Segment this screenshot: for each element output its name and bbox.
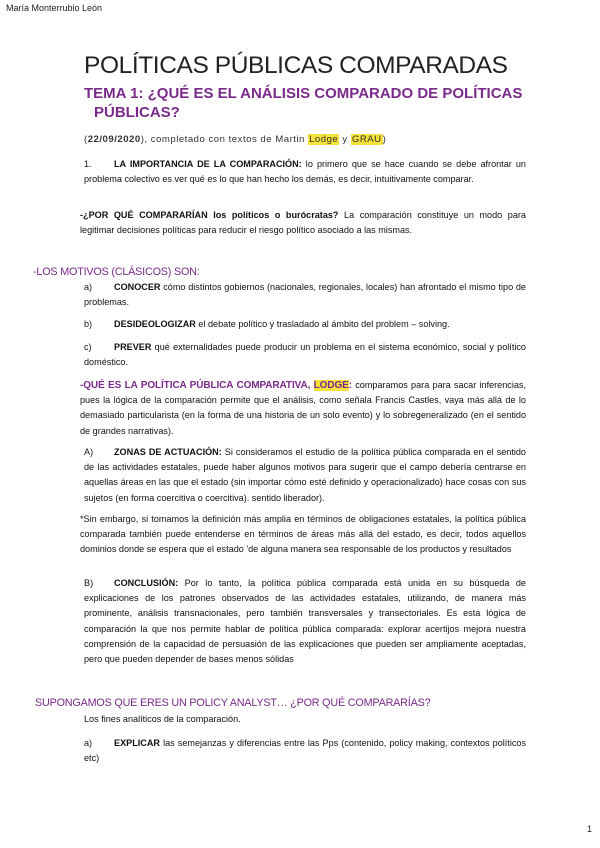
list-marker: A) bbox=[84, 447, 94, 457]
paragraph-text: Por lo tanto, la política pública comparada está unida en su búsqueda de explicaciones de los patrones observados de las actividades estatales, utilizando, de manera más prominente, análisis transnacionales, pero también transversales y transectoriales. Es esta lógica de comparación la que nos permite hablar de política pública comparada: explorar acertijos mejora nuestra comprensión de la capacidad de persuasión de las explicaciones que pueden ser ampliamente aceptadas, pero que pueden depender de bases menos sólidas bbox=[84, 578, 526, 665]
paragraph-text: qué externalidades puede producir un problema en el sistema económico, social y político doméstico. bbox=[84, 342, 526, 368]
definition-colon: : bbox=[348, 380, 352, 391]
motive-conocer bbox=[84, 280, 526, 310]
paragraph-text: cómo distintos gobiernos (nacionales, regionales, locales) han afrontado el mismo tipo de problemas. bbox=[84, 282, 526, 308]
paragraph-text: comparamos para para sacar inferencias, pues la lógica de la comparación permite que el análisis, como señala Francis Castles, vaya más allá de lo demasiado particularista (en la forma de una historia de un solo evento) y lo sobregeneralizado (en el sentido de grandes narrativas). bbox=[80, 380, 526, 436]
bold-lead: PREVER bbox=[114, 342, 152, 352]
topic-heading-line1: TEMA 1: ¿QUÉ ES EL ANÁLISIS COMPARADO DE POLÍTICAS bbox=[84, 85, 523, 102]
lodge-highlight: LODGE bbox=[313, 380, 349, 391]
list-marker: b) bbox=[84, 319, 93, 329]
author-header: María Monterrubio León bbox=[6, 3, 103, 13]
paragraph-text: las semejanzas y diferencias entre las Pps (contenido, policy making, contextos políticos etc) bbox=[84, 738, 526, 764]
page-number: 1 bbox=[586, 824, 592, 834]
bold-lead: DESIDEOLOGIZAR bbox=[114, 319, 196, 329]
paragraph-text: La comparación constituye un modo para legitimar decisiones políticas para reducir el riesgo político asociado a las mismas. bbox=[80, 210, 526, 236]
bold-lead: CONOCER bbox=[114, 282, 161, 292]
paragraph-note: *Sin embargo, si tomamos la definición más amplia en términos de obligaciones estatales, la política pública comparada también puede entenderse en términos de áreas más allá del estado, es decir, todos aquellos dominios donde se espera que el estado 'de alguna manera sea responsable de los productos y resultados bbox=[80, 514, 526, 555]
bold-lead: CONCLUSIÓN: bbox=[114, 578, 179, 588]
paragraph-text: el debate político y trasladado al ámbito del problem – solving. bbox=[195, 319, 450, 329]
paragraph-why-compare bbox=[80, 208, 526, 238]
paragraph-importance bbox=[84, 157, 526, 187]
author-grau-highlight: GRAU bbox=[351, 134, 382, 145]
topic-heading bbox=[84, 84, 526, 122]
list-marker: c) bbox=[84, 342, 92, 352]
author-lodge-highlight: Lodge bbox=[309, 134, 339, 145]
bold-lead: EXPLICAR bbox=[114, 738, 160, 748]
topic-heading-line2: PÚBLICAS? bbox=[94, 104, 180, 121]
bold-lead: ZONAS DE ACTUACIÓN: bbox=[114, 447, 222, 457]
document-title: POLÍTICAS PÚBLICAS COMPARADAS bbox=[84, 52, 508, 79]
paragraph-text: Si consideramos el estudio de la política pública comparada en el sentido de las actividades estatales, puede haber algunos motivos para sugerir que el campo debería centrarse en aquellas áreas en las que el estado (sin importar cómo esté definido y operacionalizado) hace cosas con sus sujetos (en forma coercitiva o coercitiva). sentido liberador). bbox=[84, 447, 526, 503]
motive-desideologizar bbox=[84, 317, 526, 332]
purpose-explicar bbox=[84, 736, 526, 766]
date-note: (22/09/2020), completado con textos de Martin Lodge y GRAU) bbox=[84, 134, 387, 145]
date: 22/09/2020 bbox=[87, 134, 141, 145]
bold-lead: -¿POR QUÉ COMPARARÍAN los políticos o burócratas? bbox=[80, 210, 339, 220]
definition-lead: -QUÉ ES LA POLÍTICA PÚBLICA COMPARATIVA, bbox=[80, 380, 314, 391]
section-heading-motives: -LOS MOTIVOS (CLÁSICOS) SON: bbox=[33, 266, 200, 278]
list-marker: a) bbox=[84, 282, 93, 292]
analytic-purposes: Los fines analíticos de la comparación. bbox=[84, 714, 241, 724]
paragraph-text: lo primero que se hace cuando se debe afrontar un problema colectivo es ver qué es lo que han hecho los demás, es decir, intuitivamente comparar. bbox=[84, 159, 526, 185]
list-marker: 1. bbox=[84, 159, 92, 169]
list-marker: B) bbox=[84, 578, 94, 588]
motive-prever bbox=[84, 340, 526, 370]
paragraph-conclusion bbox=[84, 576, 526, 667]
list-marker: a) bbox=[84, 738, 93, 748]
section-heading-policy-analyst: SUPONGAMOS QUE ERES UN POLICY ANALYST… ¿POR QUÉ COMPARARÍAS? bbox=[35, 697, 431, 709]
paragraph-definition bbox=[80, 378, 526, 439]
bold-lead: LA IMPORTANCIA DE LA COMPARACIÓN: bbox=[114, 159, 302, 169]
paragraph-zones bbox=[84, 445, 526, 506]
